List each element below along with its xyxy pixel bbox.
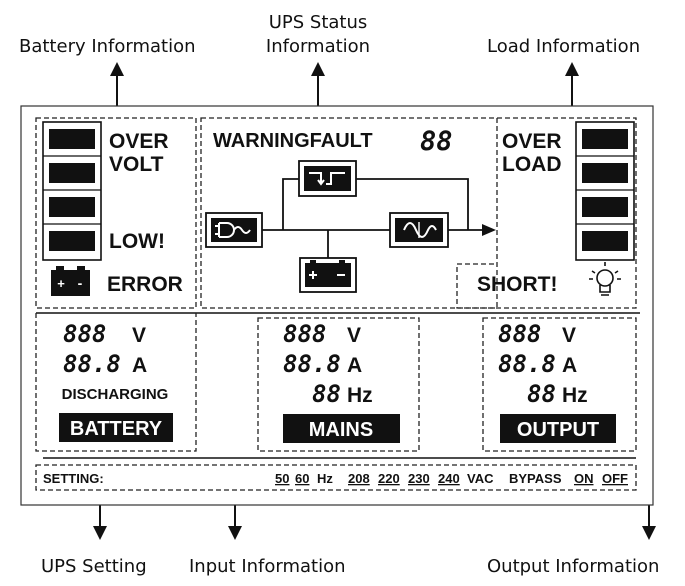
battery-bar-4 — [49, 231, 95, 251]
setting-freq-unit: Hz — [317, 471, 333, 486]
status-battery-icon — [300, 258, 356, 292]
callout-input-information: Input Information — [189, 556, 346, 577]
warning-fault-label: WARNINGFAULT — [213, 130, 373, 152]
setting-volt-unit: VAC — [467, 471, 494, 486]
battery-amp-digits: 88.8 — [63, 350, 121, 378]
output-amp-unit: A — [562, 354, 578, 377]
battery-volt-label: VOLT — [109, 153, 164, 176]
bypass-switch-icon — [299, 161, 356, 196]
setting-volt-220: 220 — [378, 471, 400, 486]
callout-output-information: Output Information — [487, 556, 660, 577]
setting-label: SETTING: — [43, 471, 104, 486]
mains-title: MAINS — [308, 419, 374, 441]
output-volt-digits: 888 — [498, 320, 542, 348]
output-freq-digits: 88 — [527, 380, 556, 408]
battery-icon-plus: + — [57, 276, 65, 291]
setting-freq-60: 60 — [295, 471, 310, 486]
mains-volt-digits: 888 — [283, 320, 327, 348]
setting-volt-240: 240 — [438, 471, 460, 486]
fault-code-digits: 88 — [420, 126, 453, 157]
output-freq-unit: Hz — [562, 384, 588, 407]
battery-title: BATTERY — [69, 418, 163, 440]
battery-bar-1 — [49, 129, 95, 149]
battery-low-label: LOW! — [109, 230, 165, 253]
battery-volt-digits: 888 — [63, 320, 107, 348]
mains-volt-unit: V — [347, 324, 362, 347]
callout-ups-setting: UPS Setting — [41, 556, 147, 577]
battery-amp-unit: A — [132, 354, 148, 377]
setting-bypass-off: OFF — [602, 471, 628, 486]
load-over-label: OVER — [502, 130, 562, 153]
setting-bypass-label: BYPASS — [509, 471, 562, 486]
battery-over-label: OVER — [109, 130, 169, 153]
setting-volt-230: 230 — [408, 471, 430, 486]
battery-bar-2 — [49, 163, 95, 183]
battery-volt-unit: V — [132, 324, 147, 347]
battery-icon-minus: - — [77, 275, 83, 291]
setting-bypass-on: ON — [574, 471, 594, 486]
mains-amp-digits: 88.8 — [283, 350, 341, 378]
callout-ups-status-line1: UPS Status — [268, 12, 368, 33]
inverter-icon — [390, 213, 448, 247]
load-short-label: SHORT! — [477, 273, 558, 296]
load-load-label: LOAD — [502, 153, 562, 176]
callout-load-information: Load Information — [487, 36, 641, 57]
mains-freq-unit: Hz — [347, 384, 373, 407]
callout-battery-information: Battery Information — [19, 36, 196, 57]
output-volt-unit: V — [562, 324, 577, 347]
callout-ups-status-line2: Information — [265, 36, 371, 57]
load-bar-4 — [582, 231, 628, 251]
output-title: OUTPUT — [516, 419, 600, 441]
battery-error-label: ERROR — [107, 273, 183, 296]
battery-bar-3 — [49, 197, 95, 217]
mains-freq-digits: 88 — [312, 380, 341, 408]
output-amp-digits: 88.8 — [498, 350, 556, 378]
battery-discharging-label: DISCHARGING — [61, 386, 169, 403]
load-bar-3 — [582, 197, 628, 217]
load-bar-1 — [582, 129, 628, 149]
battery-icon — [51, 266, 90, 296]
setting-freq-50: 50 — [275, 471, 290, 486]
setting-volt-208: 208 — [348, 471, 370, 486]
mains-amp-unit: A — [347, 354, 363, 377]
input-plug-icon — [206, 213, 262, 247]
load-bar-2 — [582, 163, 628, 183]
